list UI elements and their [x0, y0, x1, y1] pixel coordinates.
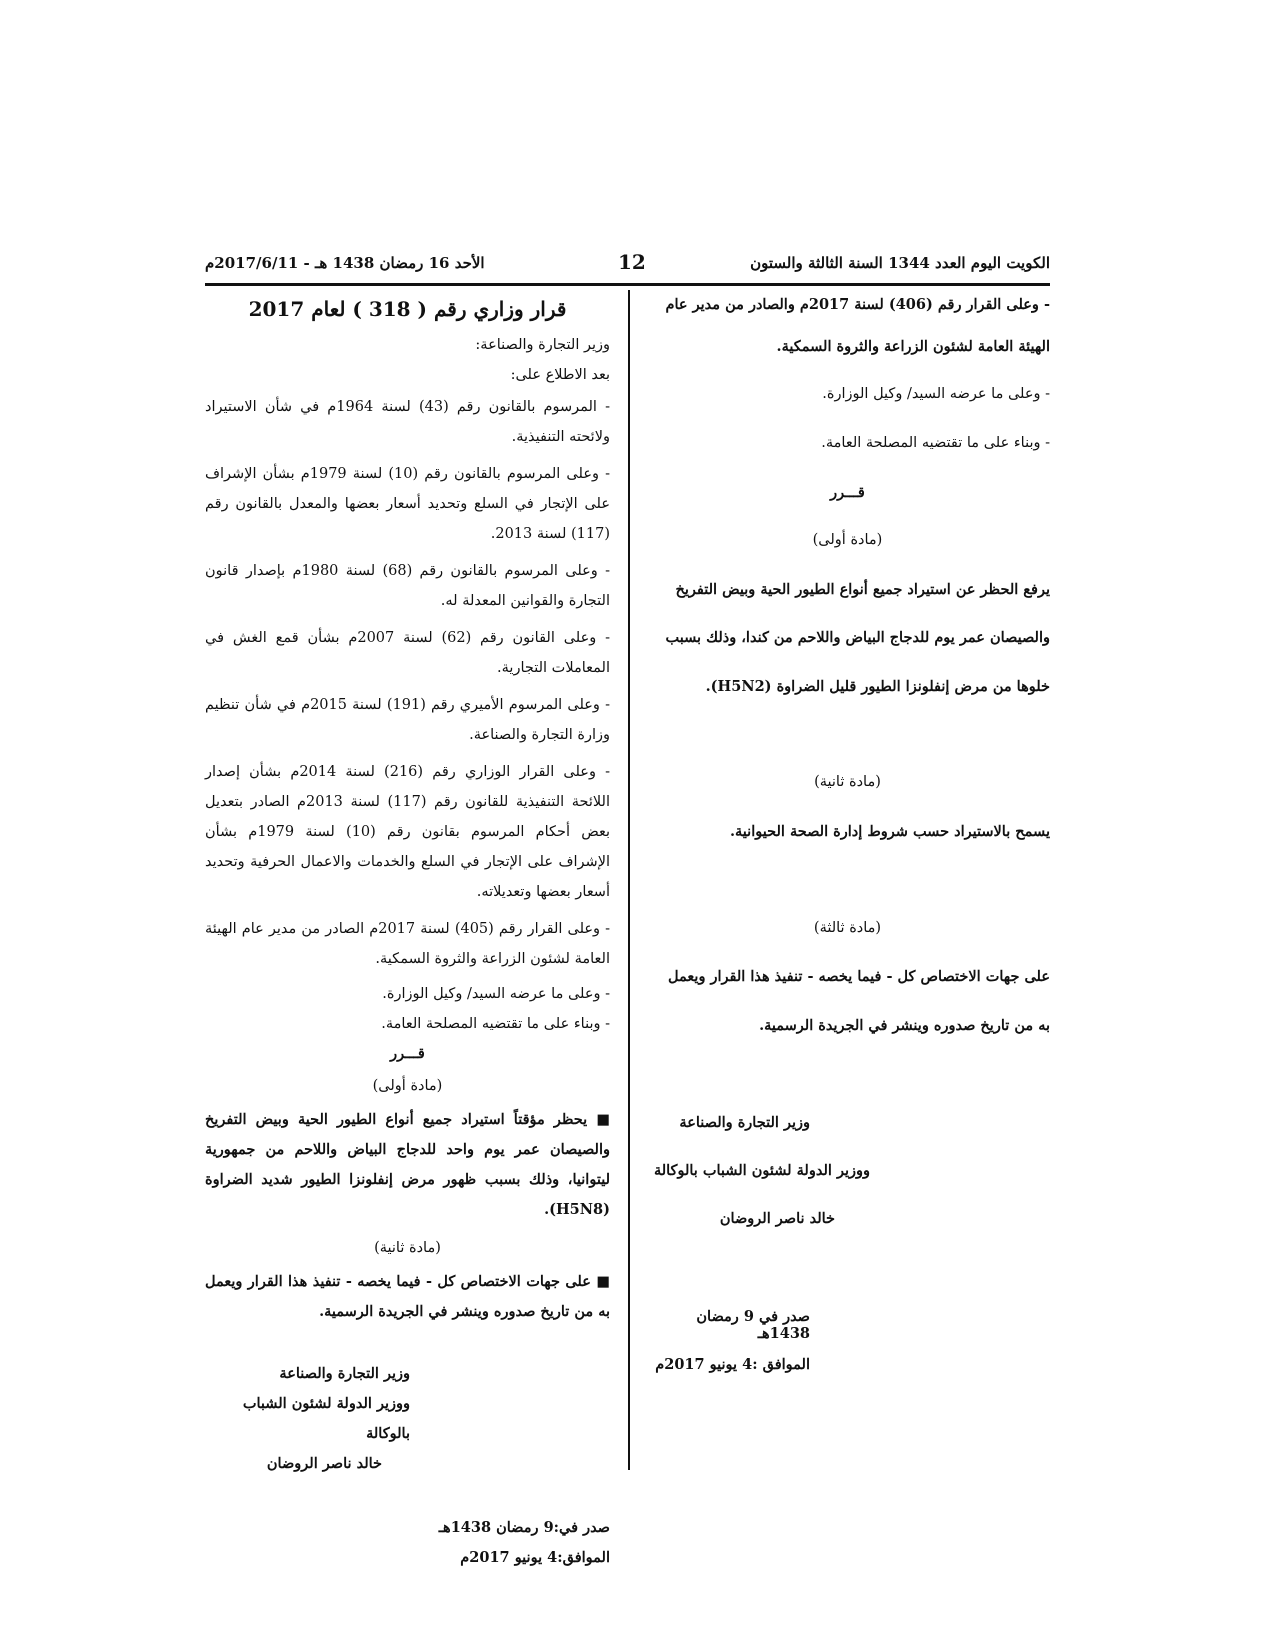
clause-item: - وعلى المرسوم الأميري رقم (191) لسنة 2015م في شأن تنظيم وزارة التجارة والصناعة.: [205, 697, 610, 743]
header-rule: [205, 283, 1050, 286]
after-review-line: بعد الاطلاع على:: [510, 367, 610, 383]
clause-item: - وعلى القانون رقم (62) لسنة 2007م بشأن قمع الغش في المعاملات التجارية.: [205, 630, 610, 676]
clause-item: - وعلى القرار رقم (406) لسنة 2017م والصادر من مدير عام: [665, 296, 1050, 313]
signature-title: وزير التجارة والصناعة: [279, 1365, 410, 1382]
corresponding-date: الموافق :4 يونيو 2017م: [655, 1356, 810, 1373]
signature-name: خالد ناصر الروضان: [266, 1455, 382, 1472]
clause-item: الهيئة العامة لشئون الزراعة والثروة السمكية.: [776, 338, 1050, 355]
article-text-line: خلوها من مرض إنفلونزا الطيور قليل الضراوة (H5N2).: [705, 678, 1050, 695]
signature-title: وزير التجارة والصناعة: [679, 1114, 810, 1131]
article-heading: (مادة أولى): [372, 1078, 443, 1094]
column-divider: [628, 290, 630, 1470]
clause-item: - وعلى ما عرضه السيد/ وكيل الوزارة.: [382, 986, 610, 1002]
article-text-line: يرفع الحظر عن استيراد جميع أنواع الطيور الحية وبيض التفريخ: [675, 581, 1050, 598]
minister-line: وزير التجارة والصناعة:: [475, 337, 610, 353]
article-heading: (مادة أولى): [812, 532, 883, 548]
article-text: ■ على جهات الاختصاص كل - فيما يخصه - تنفيذ هذا القرار ويعمل به من تاريخ صدوره وينشر في الجريدة الرسمية.: [205, 1273, 610, 1320]
signature-name: خالد ناصر الروضان: [719, 1210, 835, 1227]
article-text-line: به من تاريخ صدوره وينشر في الجريدة الرسمية.: [759, 1017, 1050, 1034]
left-column: [205, 296, 610, 1573]
decided-heading: قـــرر: [830, 484, 865, 501]
clause-item: - وعلى ما عرضه السيد/ وكيل الوزارة.: [822, 386, 1050, 402]
header-date: الأحد 16 رمضان 1438 هـ - 2017/6/11م: [205, 254, 485, 272]
header-issue-info: الكويت اليوم العدد 1344 السنة الثالثة والستون: [750, 254, 1050, 272]
issued-date: صدر في 9 رمضان 1438هـ: [696, 1308, 810, 1342]
corresponding-date: الموافق:4 يونيو 2017م: [460, 1549, 610, 1566]
signature-title: ووزير الدولة لشئون الشباب بالوكالة: [653, 1162, 870, 1179]
article-text-line: على جهات الاختصاص كل - فيما يخصه - تنفيذ هذا القرار ويعمل: [668, 968, 1050, 985]
clause-item: - المرسوم بالقانون رقم (43) لسنة 1964م في شأن الاستيراد ولائحته التنفيذية.: [205, 399, 610, 445]
article-heading: (مادة ثالثة): [813, 920, 882, 936]
clause-item: - وبناء على ما تقتضيه المصلحة العامة.: [381, 1016, 610, 1032]
clause-item: - وعلى المرسوم بالقانون رقم (10) لسنة 1979م بشأن الإشراف على الإتجار في السلع وتحديد أسعار بعضها والمعدل بالقانون رقم (117) لسنة 2013.: [205, 466, 610, 542]
article-text: ■ يحظر مؤقتاً استيراد جميع أنواع الطيور الحية وبيض التفريخ والصيصان عمر يوم واحد للدجاج البياض واللاحم من جمهورية ليتوانيا، وذلك بسبب ظهور مرض إنفلونزا الطيور شديد الضراوة (H5N8).: [205, 1111, 610, 1218]
article-heading: (مادة ثانية): [374, 1240, 441, 1256]
signature-title: ووزير الدولة لشئون الشباب بالوكالة: [242, 1395, 410, 1442]
clause-item: - وبناء على ما تقتضيه المصلحة العامة.: [821, 435, 1050, 451]
decision-title: قرار وزاري رقم ( 318 ) لعام 2017: [248, 297, 567, 321]
article-text-line: والصيصان عمر يوم للدجاج البياض واللاحم من كندا، وذلك بسبب: [665, 629, 1050, 646]
clause-item: - وعلى المرسوم بالقانون رقم (68) لسنة 1980م بإصدار قانون التجارة والقوانين المعدلة له.: [205, 563, 610, 609]
clause-item: - وعلى القرار رقم (405) لسنة 2017م الصادر من مدير عام الهيئة العامة لشئون الزراعة والثروة السمكية.: [205, 921, 611, 967]
decided-heading: قـــرر: [390, 1045, 425, 1062]
clause-item: - وعلى القرار الوزاري رقم (216) لسنة 2014م بشأن إصدار اللائحة التنفيذية للقانون رقم (117) لسنة 2013م الصادر بتعديل بعض أحكام المرسوم بقانون رقم (10) لسنة 1979م بشأن الإشراف على الإتجار في السلع والخدمات والاعمال الحرفية وتحديد أسعار بعضها وتعديلاته.: [205, 764, 611, 900]
page-header: [205, 250, 1050, 280]
article-text-line: يسمح بالاستيراد حسب شروط إدارة الصحة الحيوانية.: [729, 823, 1050, 840]
issued-date: صدر في:9 رمضان 1438هـ: [438, 1519, 610, 1536]
article-heading: (مادة ثانية): [814, 774, 881, 790]
page-number: 12: [618, 250, 646, 274]
